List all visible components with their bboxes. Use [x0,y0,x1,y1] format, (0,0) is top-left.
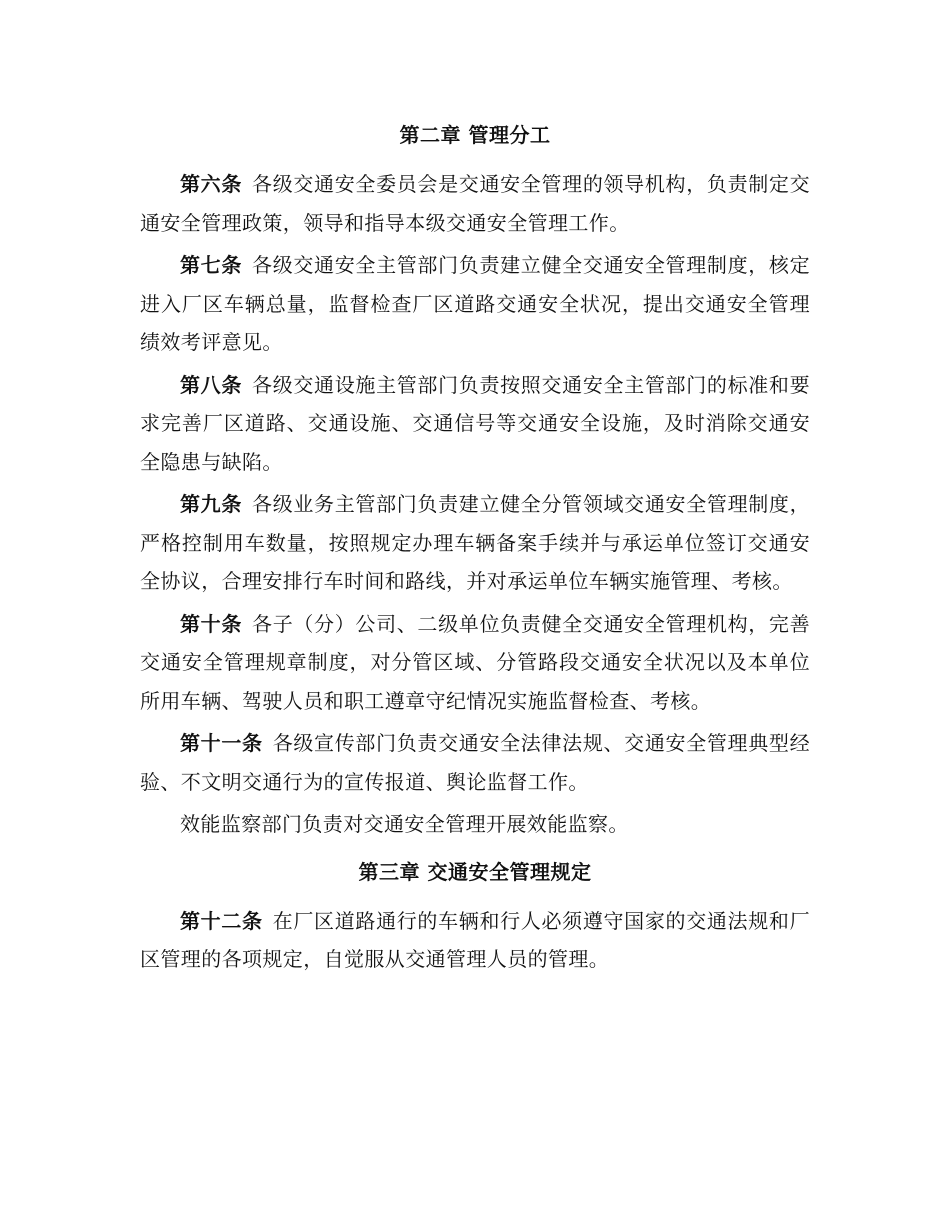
article-text: 各级交通安全主管部门负责建立健全交通安全管理制度，核定进入厂区车辆总量，监督检查厂区道路交通安全状况，提出交通安全管理绩效考评意见。 [140,253,810,354]
article-paragraph [140,605,810,721]
article-paragraph [140,165,810,242]
chapter-title: 第二章 管理分工 [399,123,551,147]
article-label: 第十条 [180,611,243,636]
article-label: 第六条 [180,172,243,196]
article-text: 各级宣传部门负责交通安全法律法规、交通安全管理典型经验、不文明交通行为的宣传报道、舆论监督工作。 [140,731,810,794]
article-text: 各级交通安全委员会是交通安全管理的领导机构，负责制定交通安全管理政策，领导和指导本级交通安全管理工作。 [140,172,810,235]
article-paragraph [140,485,810,601]
document-body [140,115,810,979]
article-paragraph [140,902,810,979]
chapter-title: 第三章 交通安全管理规定 [358,859,592,884]
article-paragraph [140,246,810,362]
article-text: 各级交通设施主管部门负责按照交通安全主管部门的标准和要求完善厂区道路、交通设施、交通信号等交通安全设施，及时消除交通安全隐患与缺陷。 [140,372,810,474]
article-label: 第十一条 [180,731,263,755]
article-paragraph [140,724,810,801]
article-text: 在厂区道路通行的车辆和行人必须遵守国家的交通法规和厂区管理的各项规定，自觉服从交通管理人员的管理。 [140,908,810,971]
article-label: 第十二条 [180,908,263,933]
plain-paragraph: 效能监察部门负责对交通安全管理开展效能监察。 [180,812,629,836]
article-text: 各级业务主管部门负责建立健全分管领域交通安全管理制度，严格控制用车数量，按照规定办理车辆备案手续并与承运单位签订交通安全协议，合理安排行车时间和路线，并对承运单位车辆实施管理、考核。 [140,492,810,593]
article-text: 各子（分）公司、二级单位负责健全交通安全管理机构，完善交通安全管理规章制度，对分管区域、分管路段交通安全状况以及本单位所用车辆、驾驶人员和职工遵章守纪情况实施监督检查、考核。 [140,611,810,713]
article-label: 第七条 [180,253,243,277]
article-paragraph [140,366,810,482]
article-label: 第八条 [180,372,243,397]
article-label: 第九条 [180,492,243,516]
